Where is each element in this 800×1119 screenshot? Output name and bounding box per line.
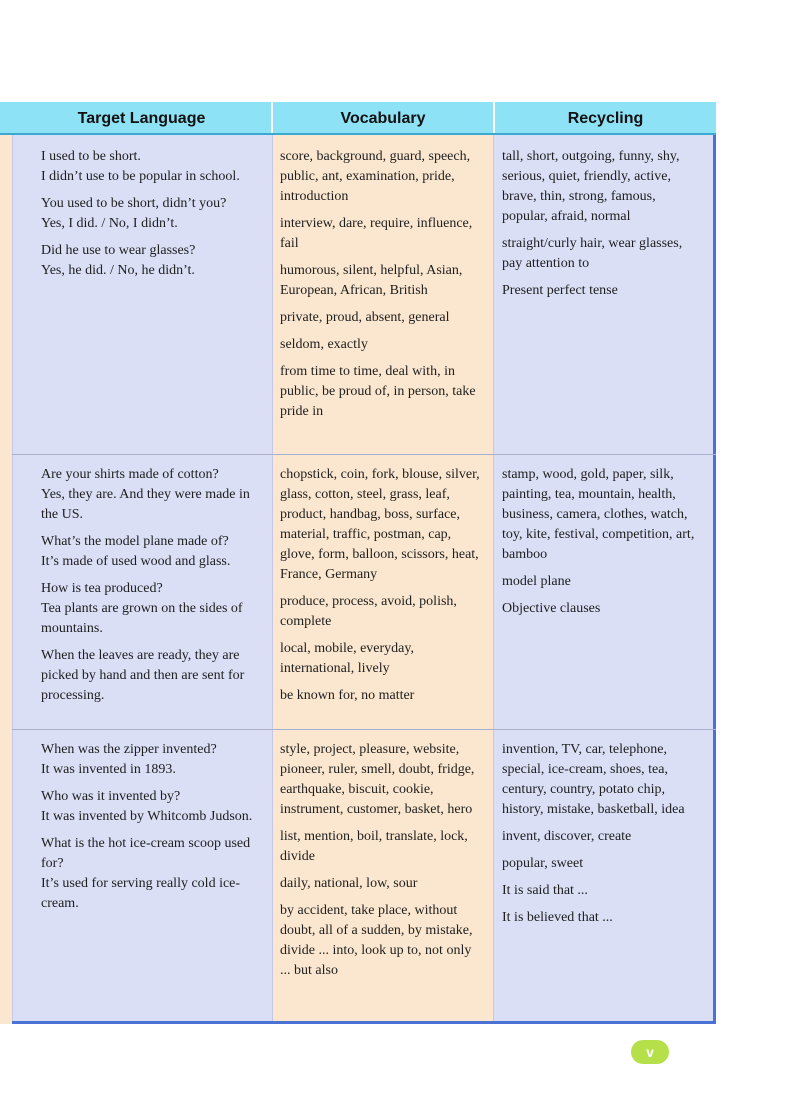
- column-rule: [493, 135, 494, 1021]
- vocab-item: seldom, exactly: [280, 337, 368, 352]
- target-item: How is tea produced? Tea plants are grown on the sides of mountains.: [41, 581, 243, 636]
- vocab-item: chopstick, coin, fork, blouse, silver, glass, cotton, steel, grass, leaf, product, handbag, boss, surface, material, traffic, postman, cap, glove, form, balloon, scissors, heat, France, Germany: [280, 467, 480, 582]
- row2-target-language: [41, 465, 267, 713]
- vocab-item: list, mention, boil, translate, lock, divide: [280, 829, 468, 864]
- vocab-item: style, project, pleasure, website, pioneer, ruler, smell, doubt, fridge, earthquake, biscuit, cookie, instrument, customer, basket, hero: [280, 742, 475, 817]
- target-item: What’s the model plane made of? It’s made of used wood and glass.: [41, 534, 231, 569]
- target-item: I used to be short. I didn’t use to be popular in school.: [41, 149, 240, 184]
- vocab-item: humorous, silent, helpful, Asian, European, African, British: [280, 263, 463, 298]
- header-vocabulary: Vocabulary: [340, 110, 426, 127]
- vocab-item: score, background, guard, speech, public, ant, examination, pride, introduction: [280, 149, 471, 204]
- table-header: [0, 102, 716, 135]
- recycling-item: Present perfect tense: [502, 283, 618, 298]
- header-recycling: Recycling: [567, 110, 644, 127]
- target-item: When was the zipper invented? It was invented in 1893.: [41, 742, 217, 777]
- row1-recycling: [502, 147, 702, 308]
- recycling-item: tall, short, outgoing, funny, shy, serious, quiet, friendly, active, brave, thin, strong, famous, popular, afraid, normal: [502, 149, 680, 224]
- target-item: Who was it invented by? It was invented by Whitcomb Judson.: [41, 789, 253, 824]
- recycling-item: Objective clauses: [502, 601, 601, 616]
- vocab-item: produce, process, avoid, polish, complete: [280, 594, 457, 629]
- page-number: v: [631, 1040, 669, 1064]
- target-item: Did he use to wear glasses? Yes, he did. / No, he didn’t.: [41, 243, 196, 278]
- row2-vocabulary: [280, 465, 485, 713]
- row1-target-language: [41, 147, 267, 288]
- recycling-item: popular, sweet: [502, 856, 584, 871]
- recycling-item: It is believed that ...: [502, 910, 613, 925]
- recycling-item: It is said that ...: [502, 883, 588, 898]
- vocab-item: from time to time, deal with, in public, be proud of, in person, take pride in: [280, 364, 476, 419]
- target-item: When the leaves are ready, they are picked by hand and then are sent for processing.: [41, 648, 245, 703]
- column-rule: [272, 135, 273, 1021]
- target-item: Are your shirts made of cotton? Yes, they are. And they were made in the US.: [41, 467, 250, 522]
- recycling-item: stamp, wood, gold, paper, silk, painting, tea, mountain, health, business, camera, clothes, watch, toy, kite, festival, competition, art, bamboo: [502, 467, 695, 562]
- vocab-item: be known for, no matter: [280, 688, 415, 703]
- recycling-item: invent, discover, create: [502, 829, 632, 844]
- row1-vocabulary: [280, 147, 485, 429]
- target-item: You used to be short, didn’t you? Yes, I did. / No, I didn’t.: [41, 196, 227, 231]
- header-target-language: Target Language: [77, 110, 206, 127]
- row3-vocabulary: [280, 740, 485, 988]
- vocab-item: daily, national, low, sour: [280, 876, 418, 891]
- recycling-item: straight/curly hair, wear glasses, pay attention to: [502, 236, 683, 271]
- vocab-item: by accident, take place, without doubt, all of a sudden, by mistake, divide ... into, look up to, not only ... but also: [280, 903, 473, 978]
- row-divider: [12, 729, 716, 730]
- row-divider: [12, 454, 716, 455]
- recycling-item: model plane: [502, 574, 571, 589]
- vocab-item: interview, dare, require, influence, fail: [280, 216, 473, 251]
- row3-target-language: [41, 740, 267, 921]
- column-rule: [12, 135, 13, 1021]
- row2-recycling: [502, 465, 702, 626]
- recycling-item: invention, TV, car, telephone, special, ice-cream, shoes, tea, century, country, potato chip, history, mistake, basketball, idea: [502, 742, 685, 817]
- vocab-item: local, mobile, everyday, international, lively: [280, 641, 414, 676]
- row3-recycling: [502, 740, 702, 935]
- vocab-item: private, proud, absent, general: [280, 310, 450, 325]
- target-item: What is the hot ice-cream scoop used for? It’s used for serving really cold ice-cream.: [41, 836, 251, 911]
- left-edge-strip: [0, 102, 12, 1024]
